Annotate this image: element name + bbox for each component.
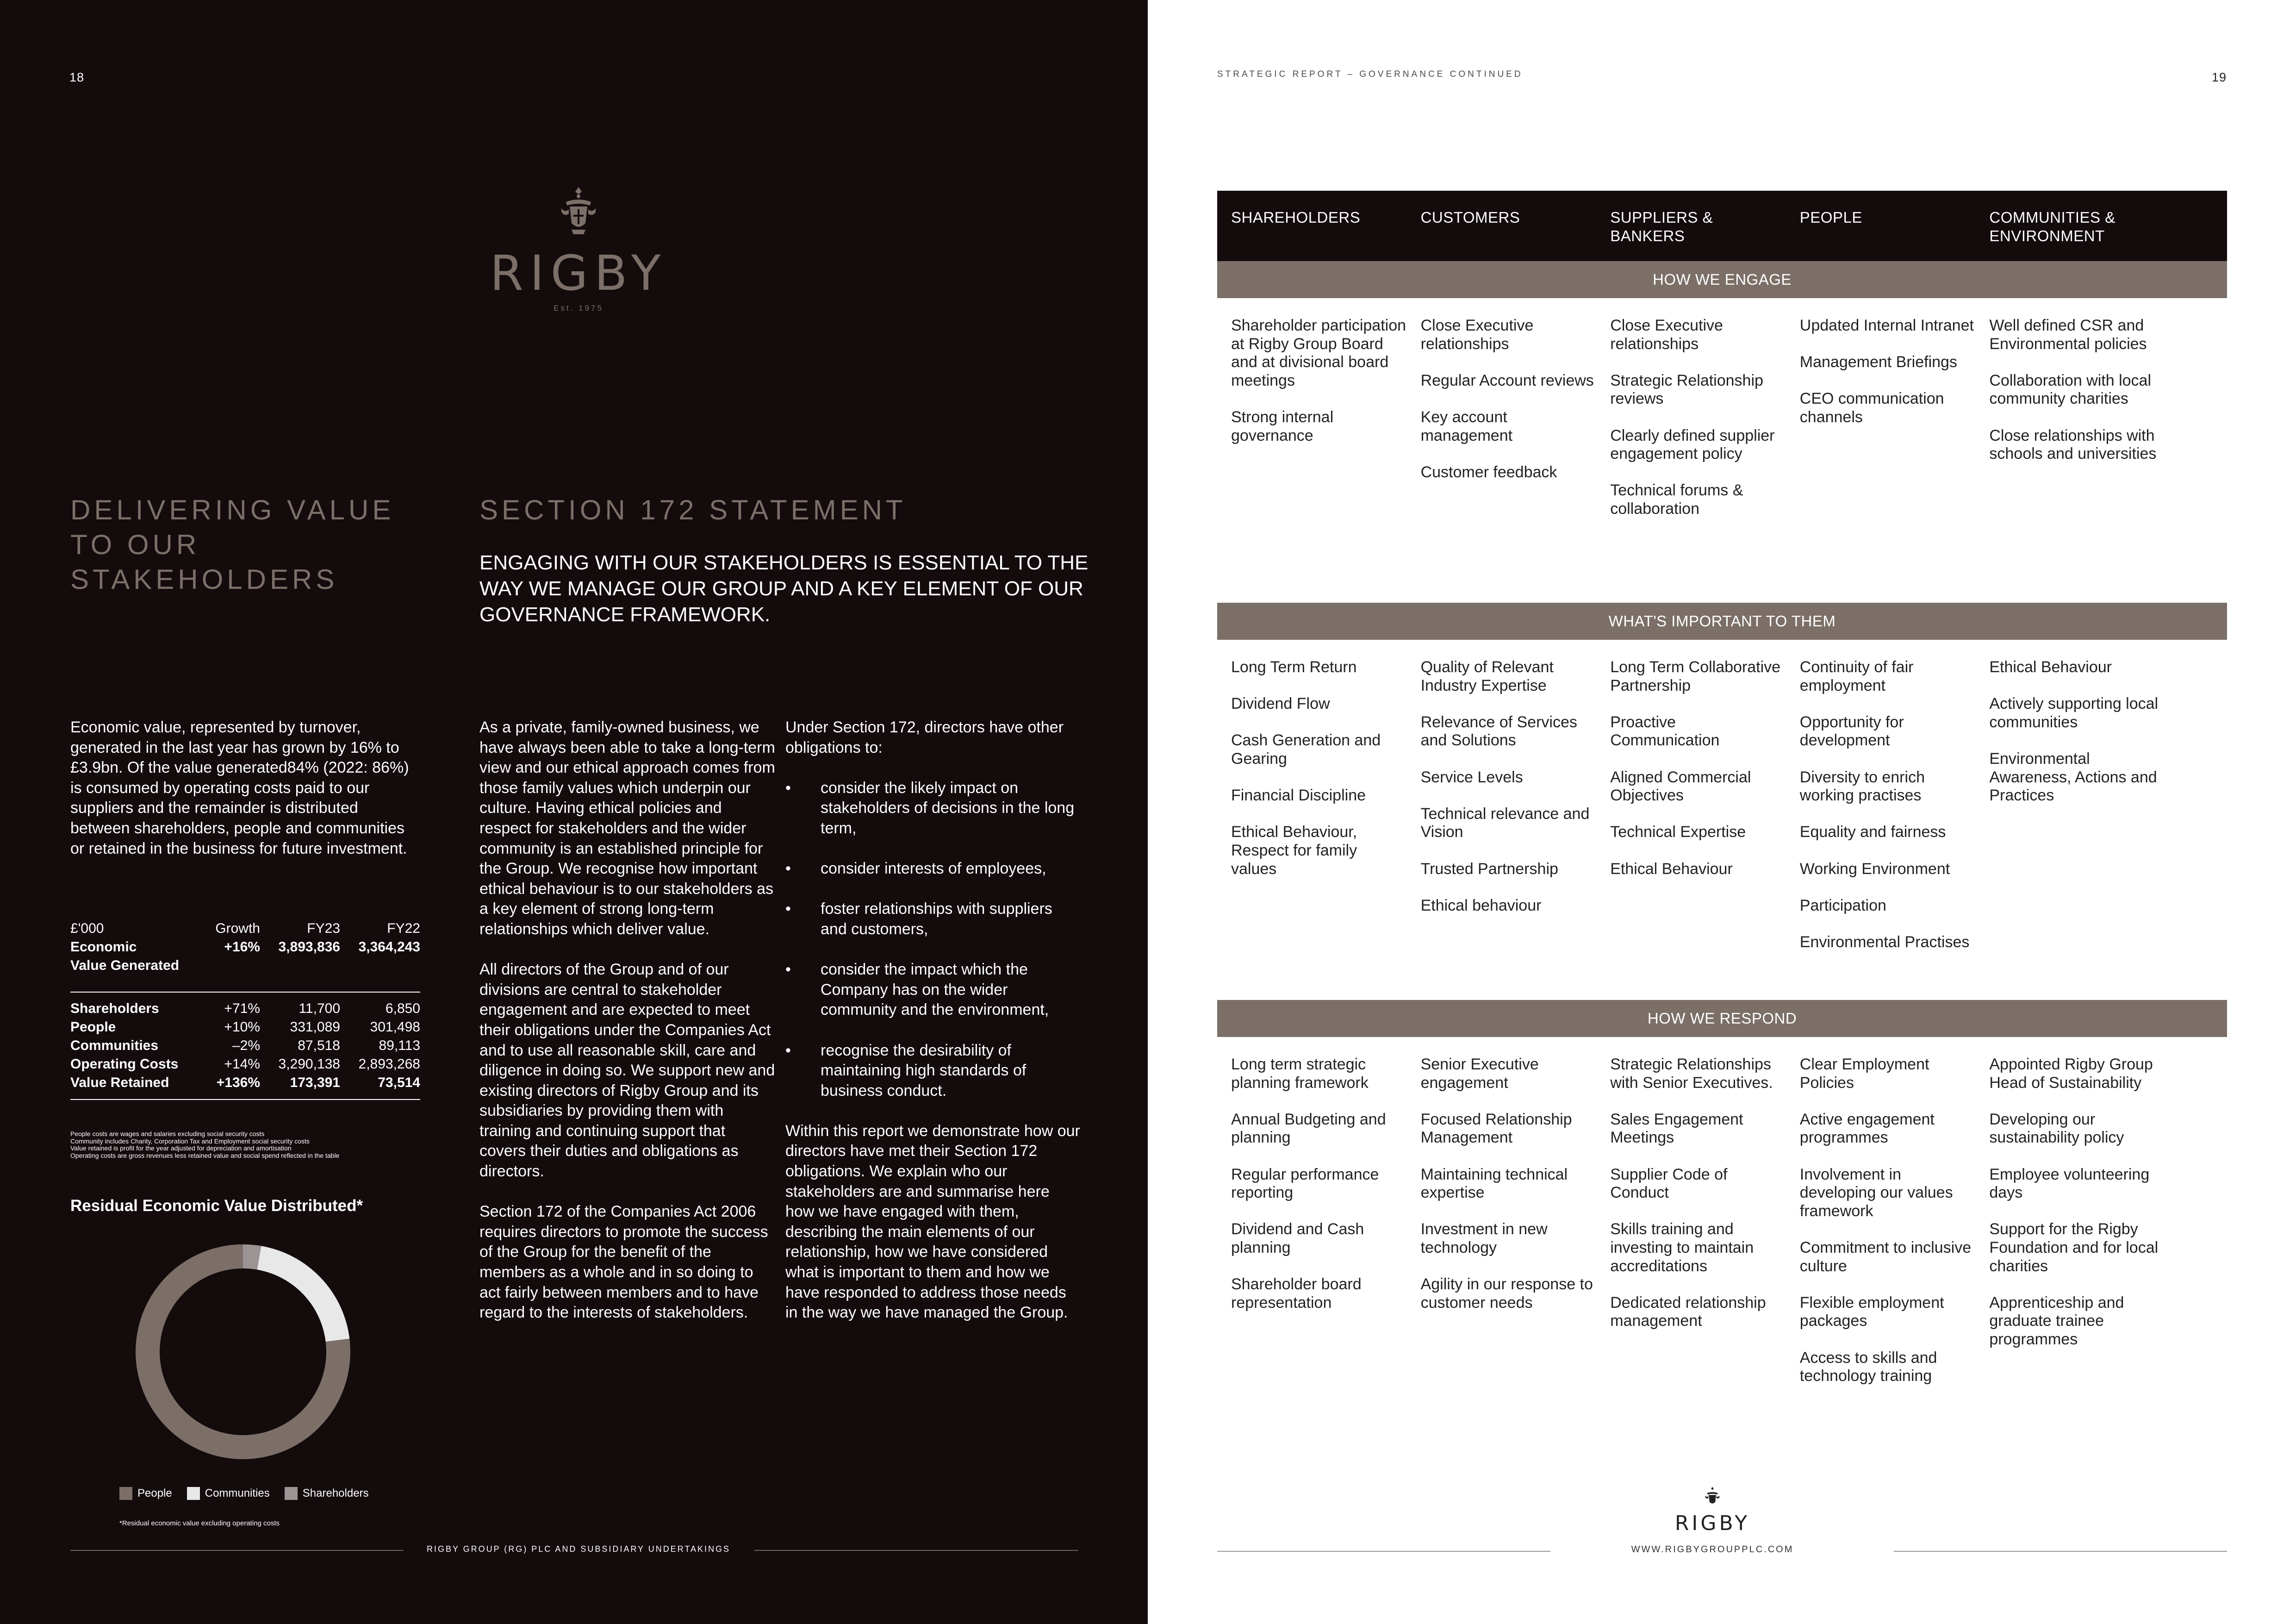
chart-footnote: *Residual economic value excluding operating costs [119,1519,280,1527]
legend-item [285,1487,369,1500]
legend-label: People [137,1487,172,1499]
engage-row [1217,298,2227,603]
rigby-logo [481,185,676,313]
respond-item: Developing our sustainability policy [1989,1110,2124,1147]
rigby-footer-logo [1666,1486,1759,1534]
engage-item: Shareholder participation at Rigby Group Board and at divisional board meetings [1231,317,1406,389]
legend-label: Communities [205,1487,270,1499]
table-cell: Economic [70,939,137,955]
table-cell: Value Generated [70,957,180,973]
legend-item [119,1487,172,1500]
table-row [70,1074,420,1092]
section-172-heading: SECTION 172 STATEMENT [479,494,907,525]
respond-item: Shareholder board representation [1231,1275,1362,1312]
column-header: SHAREHOLDERS [1231,209,1361,226]
important-item: Quality of Relevant Industry Expertise [1420,658,1554,694]
paragraph: As a private, family-owned business, we have always been able to take a long-term view and our ethical approach comes from those family values which underpin our culture. Having ethical policies and respect for stakeholders and the wider community is an established principle for the Group. We recognise how important ethical behaviour is to our stakeholders as a key element of strong long-term relationships which deliver value. [479,718,775,938]
engage-item: Customer feedback [1420,463,1557,481]
crest-icon [558,185,599,236]
important-item: Proactive Communication [1610,713,1720,750]
footer-rule [70,1550,404,1551]
grid-cell [1217,317,1407,603]
important-item: Service Levels [1420,768,1523,786]
section-172-column-1 [479,718,776,1343]
table-cell: +14% [224,1056,260,1072]
residual-value-donut-chart [134,1243,352,1461]
engage-item: Close relationships with schools and universities [1989,426,2157,463]
engage-item: Regular Account reviews [1420,371,1594,389]
respond-item: Investment in new technology [1420,1220,1548,1256]
important-item: Diversity to enrich working practises [1799,768,1925,805]
important-item: Long Term Collaborative Partnership [1610,658,1781,694]
important-item: Environmental Practises [1799,933,1970,951]
table-header: FY23 [307,921,340,936]
important-item: Environmental Awareness, Actions and Practices [1989,750,2157,805]
table-row [70,1037,420,1055]
respond-item: Maintaining technical expertise [1420,1165,1568,1202]
engage-item: Key account management [1420,408,1513,444]
section-172-column-2 [785,718,1082,1343]
table-cell: +71% [224,1001,260,1017]
table-header: £'000 [70,921,104,936]
footnote: People costs are wages and salaries excluding social security costs [70,1130,265,1137]
table-cell: 89,113 [379,1037,420,1053]
right-page [1148,0,2296,1624]
paragraph: Under Section 172, directors have other obligations to: [785,718,1064,756]
table-cell: People [70,1019,116,1035]
engage-item: Close Executive relationships [1420,317,1534,353]
respond-item: Support for the Rigby Foundation and for local charities [1989,1220,2159,1275]
table-cell: +16% [224,939,260,955]
grid-cell [1975,1056,2165,1404]
respond-item: Sales Engagement Meetings [1610,1110,1743,1147]
table-cell: 6,850 [385,1001,420,1017]
important-item: Ethical behaviour [1420,896,1542,914]
footer-company-name: RIGBY GROUP (RG) PLC AND SUBSIDIARY UNDERTAKINGS [426,1544,731,1554]
table-cell: 173,391 [290,1074,340,1090]
grid-cell [1217,658,1407,1000]
important-item: Equality and fairness [1799,823,1946,841]
table-row [70,938,420,956]
table-cell: +10% [224,1019,260,1035]
grid-cell [1217,1056,1407,1404]
logo-wordmark: RIGBY [490,245,667,301]
stakeholder-grid [1217,191,2227,1404]
legend-swatch [285,1487,298,1500]
respond-item: Agility in our response to customer needs [1420,1275,1593,1312]
respond-item: Skills training and investing to maintain accreditations [1610,1220,1754,1275]
respond-item: Involvement in developing our values framework [1799,1165,1953,1220]
running-head: STRATEGIC REPORT – GOVERNANCE CONTINUED [1217,69,1523,79]
respond-item: Employee volunteering days [1989,1165,2150,1202]
paragraph: Section 172 of the Companies Act 2006 requires directors to promote the success of the Group for the benefit of the members as a whole and in so doing to act fairly between members and to have regard to the interests of stakeholders. [479,1203,768,1322]
table-cell: –2% [232,1037,260,1053]
table-cell: 3,893,836 [278,939,340,955]
grid-cell [1407,658,1597,1000]
important-item: Continuity of fair employment [1799,658,1914,694]
column-header: COMMUNITIES & ENVIRONMENT [1989,209,2116,244]
list-item: • recognise the desirability of maintaining high standards of business conduct. [785,1041,1082,1101]
respond-item: Dividend and Cash planning [1231,1220,1364,1256]
grid-cell [1975,317,2165,603]
important-item: Ethical Behaviour [1610,860,1733,878]
important-item: Opportunity for development [1799,713,1904,750]
page-number: 18 [69,70,85,84]
respond-item: Apprenticeship and graduate trainee programmes [1989,1293,2124,1348]
section-172-subheading: ENGAGING WITH OUR STAKEHOLDERS IS ESSENTIAL TO THE WAY WE MANAGE OUR GROUP AND A KEY ELEMENT OF OUR GOVERNANCE FRAMEWORK. [479,551,1089,626]
paragraph: All directors of the Group and of our divisions are central to stakeholder engagement and are expected to meet their obligations under the Companies Act and to use all reasonable skill, care and diligence in doing so. We support new and existing directors of Rigby Group and its subsidiaries by providing them with training and continuing support that covers their duties and obligations as directors. [479,961,775,1181]
list-item: • foster relationships with suppliers and customers, [785,899,1082,939]
important-item: Financial Discipline [1231,787,1366,805]
important-item: Long Term Return [1231,658,1357,676]
respond-item: Focused Relationship Management [1420,1110,1572,1147]
grid-cell [1596,317,1786,603]
table-row [70,999,420,1018]
table-cell: +136% [216,1074,260,1090]
engage-item: Updated Internal Intranet [1799,317,1974,334]
respond-item: Access to skills and technology training [1799,1349,1937,1385]
chart-title: Residual Economic Value Distributed* [70,1197,363,1215]
footer-rule [754,1550,1078,1551]
important-item: Ethical Behaviour, Respect for family values [1231,823,1357,878]
table-cell: Communities [70,1037,159,1053]
table-header: Growth [215,921,260,936]
engage-item: Strategic Relationship reviews [1610,371,1763,408]
grid-cell [1407,1056,1597,1404]
column-header: PEOPLE [1799,209,1862,226]
respond-item: Appointed Rigby Group Head of Sustainability [1989,1056,2153,1092]
important-row [1217,640,2227,1000]
table-cell: Value Retained [70,1074,169,1090]
table-cell: 11,700 [299,1001,340,1017]
page-number: 19 [2211,70,2227,84]
important-item: Aligned Commercial Objectives [1610,768,1751,805]
table-footnotes [70,1131,422,1159]
grid-cell [1596,658,1786,1000]
table-cell: 2,893,268 [358,1056,420,1072]
engage-item: Collaboration with local community charities [1989,371,2152,408]
crest-icon [1703,1486,1722,1507]
table-row [70,1055,420,1074]
table-cell: 3,290,138 [278,1056,340,1072]
grid-cell [1786,317,1976,603]
important-item: Technical Expertise [1610,823,1746,841]
obligations-list [785,778,1082,1101]
respond-item: Supplier Code of Conduct [1610,1165,1728,1202]
engage-item: Strong internal governance [1231,408,1334,444]
respond-item: Senior Executive engagement [1420,1056,1539,1092]
respond-item: Long term strategic planning framework [1231,1056,1369,1092]
table-divider [70,1099,420,1100]
legend-swatch [119,1487,132,1500]
legend-swatch [187,1487,200,1500]
grid-cell [1786,658,1976,1000]
engage-item: Close Executive relationships [1610,317,1723,353]
economic-value-table [70,919,420,1092]
respond-item: Dedicated relationship management [1610,1293,1766,1330]
chart-legend [119,1487,384,1500]
table-header: FY22 [387,921,420,936]
economic-value-paragraph: Economic value, represented by turnover, generated in the last year has grown by 16% to £3.9bn. Of the value generated84% (2022: 86%) is consumed by operating costs paid to our suppliers and the remainder is distributed between shareholders, people and communities or retained in the business for future investment. [70,718,409,857]
list-item: • consider interests of employees, [785,859,1082,879]
logo-est: Est. 1975 [554,304,604,312]
table-header-row [70,919,420,938]
how-we-engage-band: HOW WE ENGAGE [1217,261,2227,298]
respond-item: Regular performance reporting [1231,1165,1379,1202]
important-item: Trusted Partnership [1420,860,1558,878]
grid-cell [1596,1056,1786,1404]
respond-item: Flexible employment packages [1799,1293,1944,1330]
respond-item: Active engagement programmes [1799,1110,1935,1147]
donut-slice-communities [257,1246,350,1342]
engage-item: Technical forums & collaboration [1610,481,1743,518]
footer-website-link[interactable]: WWW.RIGBYGROUPPLC.COM [1631,1544,1794,1555]
footer-rule [1894,1551,2227,1552]
footnote: Community includes Charity, Corporation Tax and Employment social security costs [70,1137,310,1145]
engage-item: CEO communication channels [1799,390,1944,426]
important-item: Actively supporting local communities [1989,695,2159,731]
table-cell: 301,498 [370,1019,420,1035]
table-cell: Operating Costs [70,1056,179,1072]
stakeholder-header-row [1217,191,2227,261]
important-item: Dividend Flow [1231,695,1330,713]
paragraph: Within this report we demonstrate how our directors have met their Section 172 obligations. We explain who our stakeholders are and summarise here how we have engaged with them, describing the main elements of our relationship, how we have considered what is important to them and how we have responded to address those needs in the way we have managed the Group. [785,1122,1080,1322]
engage-item: Clearly defined supplier engagement policy [1610,426,1775,463]
table-cell: 331,089 [290,1019,340,1035]
grid-cell [1975,658,2165,1000]
engage-item: Well defined CSR and Environmental policies [1989,317,2147,353]
table-row [70,1018,420,1037]
respond-row [1217,1037,2227,1404]
important-item: Participation [1799,896,1886,914]
footnote: Value retained is profit for the year adjusted for depreciation and amortisation [70,1144,292,1152]
table-cell: Shareholders [70,1001,159,1017]
respond-item: Annual Budgeting and planning [1231,1110,1386,1147]
table-cell: 87,518 [298,1037,340,1053]
respond-item: Commitment to inclusive culture [1799,1238,1972,1275]
respond-item: Strategic Relationships with Senior Executives. [1610,1056,1773,1092]
how-we-respond-band: HOW WE RESPOND [1217,1000,2227,1037]
engage-item: Management Briefings [1799,353,1957,371]
table-row [70,956,420,975]
important-item: Technical relevance and Vision [1420,805,1590,841]
respond-item: Clear Employment Policies [1799,1056,1929,1092]
important-item: Cash Generation and Gearing [1231,731,1381,768]
important-item: Working Environment [1799,860,1950,878]
legend-label: Shareholders [302,1487,369,1499]
footnote: Operating costs are gross revenues less retained value and social spend reflected in the table [70,1151,340,1159]
column-header: SUPPLIERS & BANKERS [1610,209,1713,244]
grid-cell [1407,317,1597,603]
list-item: • consider the likely impact on stakeholders of decisions in the long term, [785,778,1082,839]
legend-item [187,1487,270,1500]
list-item: • consider the impact which the Company has on the wider community and the environment, [785,960,1082,1020]
whats-important-band: WHAT'S IMPORTANT TO THEM [1217,603,2227,640]
important-item: Ethical Behaviour [1989,658,2112,676]
grid-cell [1786,1056,1976,1404]
column-header: CUSTOMERS [1420,209,1520,226]
logo-wordmark: RIGBY [1674,1512,1750,1535]
footer-rule [1217,1551,1550,1552]
table-cell: 73,514 [378,1074,420,1090]
table-cell: 3,364,243 [358,939,420,955]
important-item: Relevance of Services and Solutions [1420,713,1577,750]
delivering-value-heading: DELIVERING VALUE TO OUR STAKEHOLDERS [70,494,395,595]
